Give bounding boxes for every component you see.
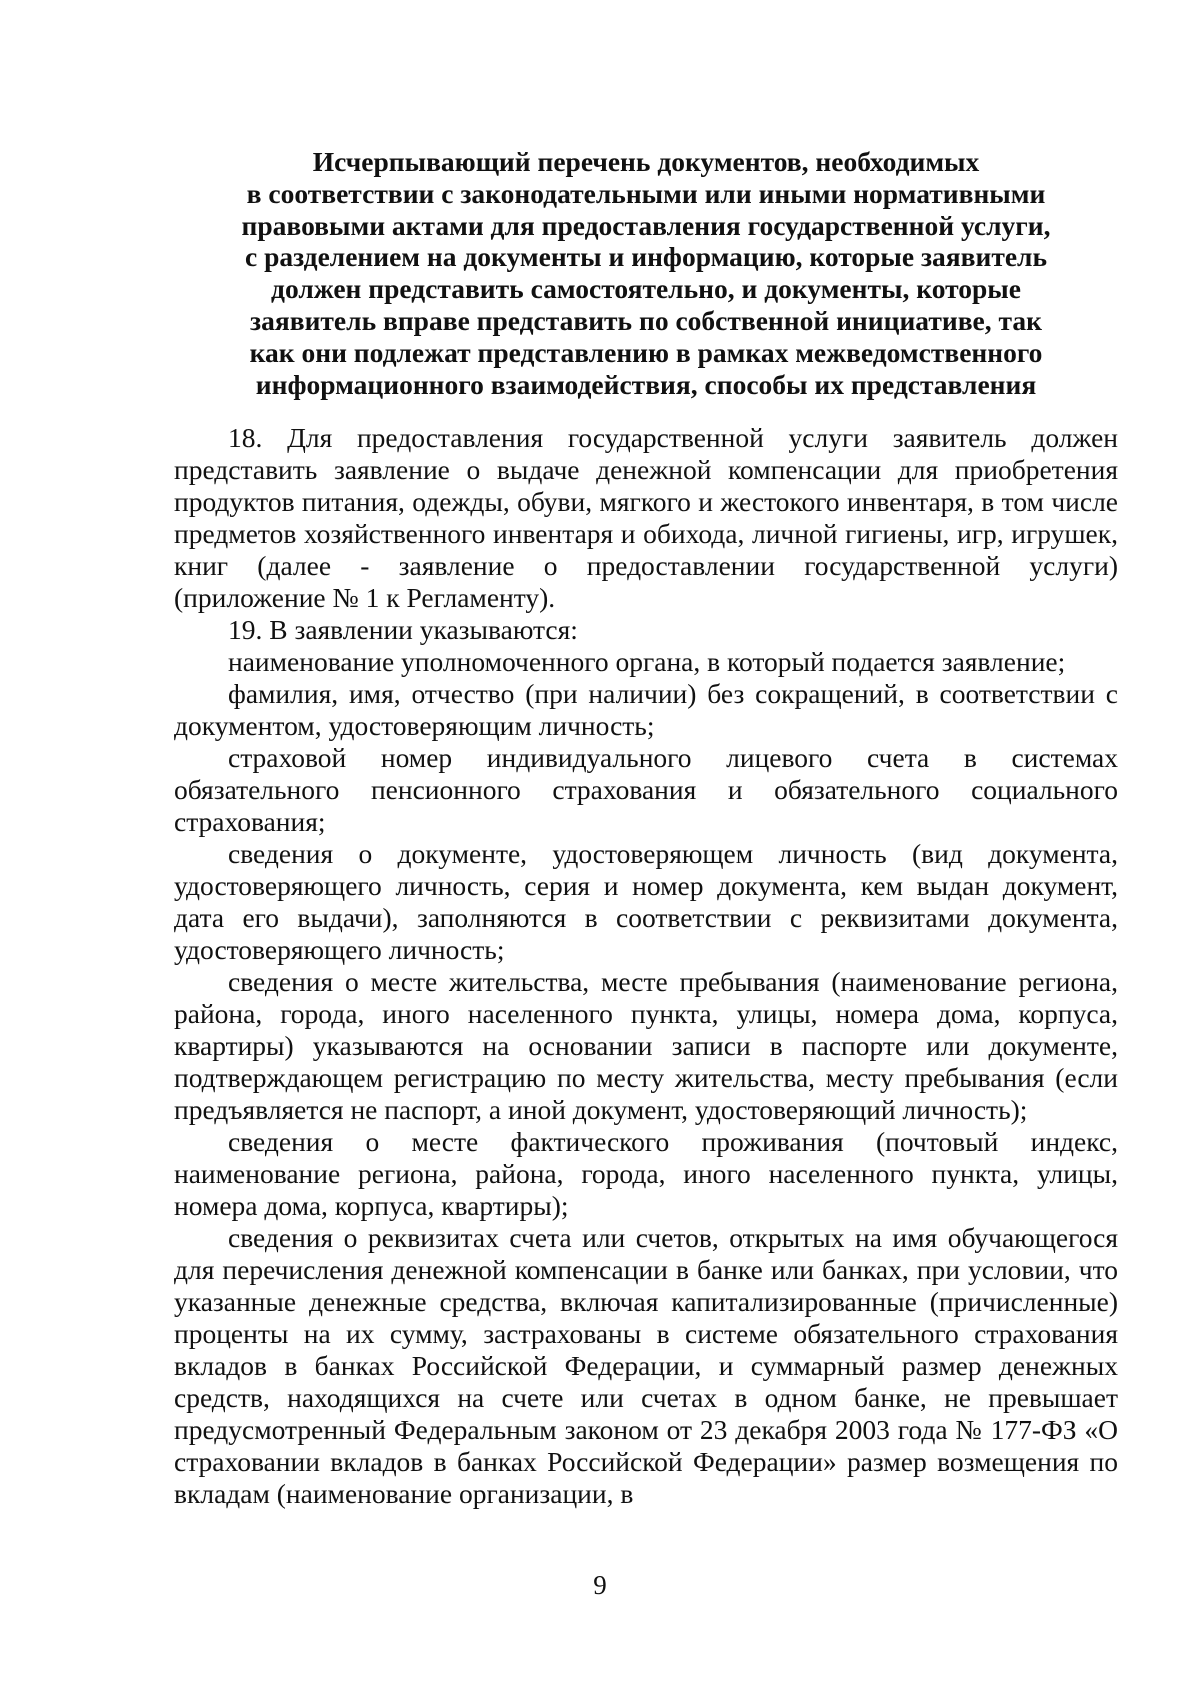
list-item-identity-document: сведения о документе, удостоверяющем личность (вид документа, удостоверяющего личность, серия и номер документа, кем выдан документ, дата его выдачи), заполняются в соответствии с реквизитами документа, удостоверяющего личность; <box>174 838 1118 966</box>
section-heading <box>174 146 1118 400</box>
heading-line: как они подлежат представлению в рамках межведомственного <box>249 336 1043 368</box>
heading-line: в соответствии с законодательными или иными нормативными <box>246 177 1046 209</box>
heading-line: с разделением на документы и информацию, которые заявитель <box>244 241 1048 273</box>
page-number: 9 <box>593 1570 607 1600</box>
document-page <box>174 146 1118 1510</box>
heading-line: должен представить самостоятельно, и документы, которые <box>271 273 1021 305</box>
heading-line: информационного взаимодействия, способы их представления <box>255 368 1037 400</box>
heading-line: Исчерпывающий перечень документов, необходимых <box>312 146 980 177</box>
paragraph-18: 18. Для предоставления государственной услуги заявитель должен представить заявление о выдаче денежной компенсации для приобретения продуктов питания, одежды, обуви, мягкого и жестокого инвентаря, в том числе предметов хозяйственного инвентаря и обихода, личной гигиены, игр, игрушек, книг (далее - заявление о предоставлении государственной услуги) (приложение № 1 к Регламенту). <box>174 422 1118 614</box>
list-item-bank-account: сведения о реквизитах счета или счетов, открытых на имя обучающегося для перечисления денежной компенсации в банке или банках, при условии, что указанные денежные средства, включая капитализированные (причисленные) проценты на их сумму, застрахованы в системе обязательного страхования вкладов в банках Российской Федерации, и суммарный размер денежных средств, находящихся на счете или счетах в одном банке, не превышает предусмотренный Федеральным законом от 23 декабря 2003 года № 177-ФЗ «О страховании вкладов в банках Российской Федерации» размер возмещения по вкладам (наименование организации, в <box>174 1222 1118 1510</box>
list-item-insurance-number: страховой номер индивидуального лицевого счета в системах обязательного пенсионного страхования и обязательного социального страхования; <box>174 742 1118 838</box>
paragraph-19: 19. В заявлении указываются: <box>228 614 578 646</box>
heading-line: правовыми актами для предоставления государственной услуги, <box>241 209 1051 241</box>
list-item-residence: сведения о месте жительства, месте пребывания (наименование региона, района, города, иного населенного пункта, улицы, номера дома, корпуса, квартиры) указываются на основании записи в паспорте или документе, подтверждающем регистрацию по месту жительства, месту пребывания (если предъявляется не паспорт, а иной документ, удостоверяющий личность); <box>174 966 1118 1126</box>
list-item-full-name: фамилия, имя, отчество (при наличии) без сокращений, в соответствии с документом, удостоверяющим личность; <box>174 678 1118 742</box>
heading-line: заявитель вправе представить по собственной инициативе, так <box>250 304 1042 336</box>
list-item-actual-residence: сведения о месте фактического проживания (почтовый индекс, наименование региона, района, города, иного населенного пункта, улицы, номера дома, корпуса, квартиры); <box>174 1126 1118 1222</box>
list-item-authority: наименование уполномоченного органа, в который подается заявление; <box>228 646 1066 678</box>
body-text <box>174 422 1118 1510</box>
